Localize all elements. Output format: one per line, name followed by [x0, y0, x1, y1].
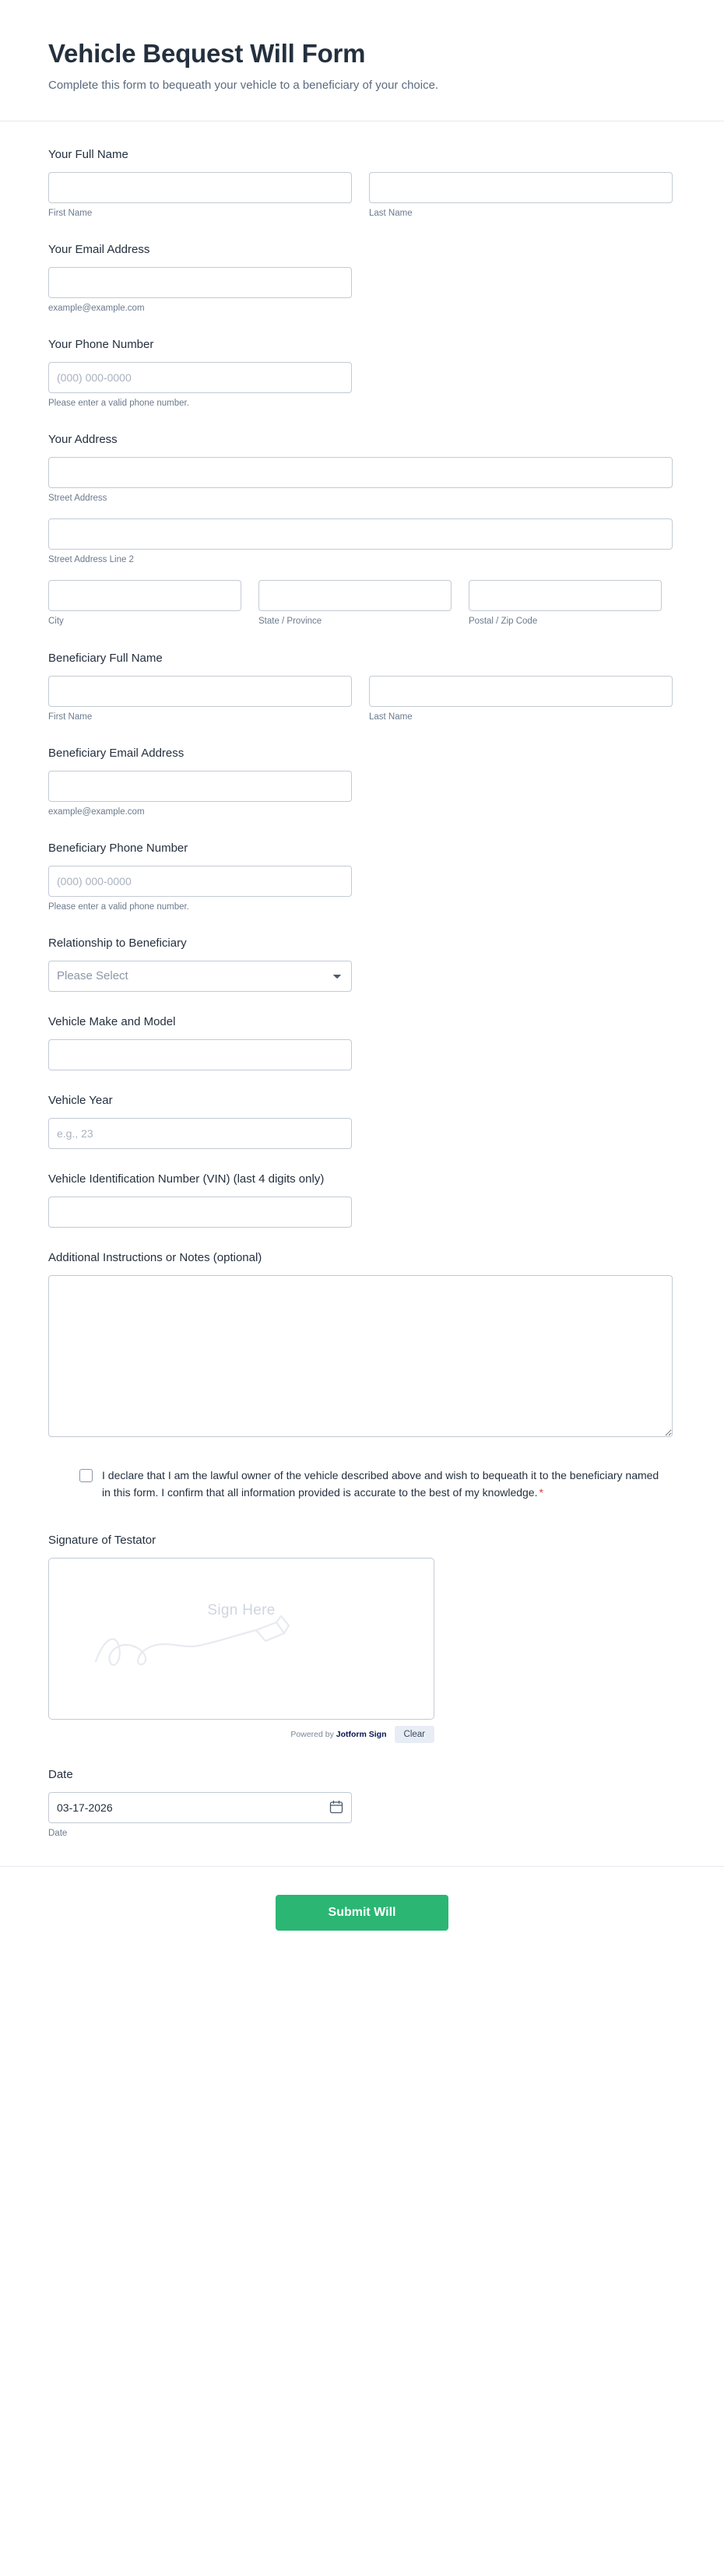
declaration-text: I declare that I am the lawful owner of the vehicle described above and wish to bequeath it to the beneficiary named in this form. I confirm that all information provided is accurate to the best of my knowledge. — [102, 1468, 659, 1499]
field-your-address — [48, 431, 676, 627]
date-sublabel: Date — [48, 1829, 68, 1839]
additional-notes-textarea[interactable] — [48, 1275, 673, 1437]
signature-pad[interactable] — [48, 1558, 434, 1720]
city-input[interactable] — [48, 580, 241, 611]
state-province-sublabel: State / Province — [258, 617, 322, 627]
relationship-group — [48, 961, 352, 992]
beneficiary-first-name-input[interactable] — [48, 676, 352, 707]
city-sublabel: City — [48, 617, 64, 627]
postal-group — [469, 580, 662, 627]
vehicle-year-input[interactable] — [48, 1118, 352, 1149]
address-city-row — [48, 580, 676, 627]
beneficiary-last-name-input[interactable] — [369, 676, 673, 707]
label-beneficiary-phone: Beneficiary Phone Number — [48, 841, 188, 855]
powered-by-label — [290, 1730, 386, 1739]
signature-clear-button[interactable]: Clear — [395, 1726, 434, 1743]
date-group — [48, 1792, 352, 1840]
street-address-input[interactable] — [48, 457, 673, 488]
state-group — [258, 580, 452, 627]
first-name-input[interactable] — [48, 172, 352, 203]
label-additional-notes: Additional Instructions or Notes (optional) — [48, 1250, 262, 1264]
label-your-full-name: Your Full Name — [48, 148, 128, 161]
field-beneficiary-email — [48, 745, 676, 818]
beneficiary-phone-input[interactable] — [48, 866, 352, 897]
label-vehicle-make-model: Vehicle Make and Model — [48, 1014, 176, 1028]
postal-code-sublabel: Postal / Zip Code — [469, 617, 538, 627]
signature-hint: Sign Here — [207, 1602, 276, 1619]
field-relationship — [48, 935, 676, 992]
field-beneficiary-phone — [48, 840, 676, 913]
field-your-phone — [48, 336, 676, 409]
field-signature — [48, 1532, 676, 1743]
beneficiary-last-name-sublabel: Last Name — [369, 712, 413, 722]
city-group — [48, 580, 241, 627]
date-input[interactable] — [48, 1792, 352, 1823]
vin-input[interactable] — [48, 1197, 352, 1228]
field-beneficiary-full-name — [48, 650, 676, 723]
label-beneficiary-email: Beneficiary Email Address — [48, 746, 185, 760]
beneficiary-phone-group — [48, 866, 352, 913]
required-marker: * — [539, 1485, 543, 1499]
label-signature: Signature of Testator — [48, 1534, 156, 1548]
submit-button[interactable]: Submit Will — [276, 1895, 448, 1931]
vehicle-make-model-input[interactable] — [48, 1039, 352, 1070]
last-name-sublabel: Last Name — [369, 209, 413, 218]
label-beneficiary-full-name: Beneficiary Full Name — [48, 651, 163, 665]
email-sublabel: example@example.com — [48, 304, 145, 314]
field-additional-notes — [48, 1249, 676, 1441]
powered-prefix: Powered by — [290, 1730, 336, 1740]
page-subtitle: Complete this form to bequeath your vehicle to a beneficiary of your choice. — [48, 79, 439, 93]
relationship-select[interactable] — [48, 961, 352, 992]
label-vin: Vehicle Identification Number (VIN) (last 4 digits only) — [48, 1172, 325, 1186]
field-date — [48, 1766, 676, 1840]
form-header — [0, 0, 724, 121]
last-name-group — [369, 172, 673, 220]
name-row — [48, 172, 676, 220]
powered-brand: Jotform Sign — [336, 1730, 387, 1740]
label-your-address: Your Address — [48, 433, 118, 447]
field-your-full-name — [48, 146, 676, 220]
beneficiary-email-sublabel: example@example.com — [48, 807, 145, 817]
street-address-line2-input[interactable] — [48, 518, 673, 550]
label-vehicle-year: Vehicle Year — [48, 1093, 113, 1107]
field-your-email — [48, 241, 676, 315]
label-your-phone: Your Phone Number — [48, 338, 154, 352]
vehicle-year-group — [48, 1118, 352, 1149]
email-input[interactable] — [48, 267, 352, 298]
field-vin — [48, 1171, 676, 1228]
beneficiary-email-group — [48, 771, 352, 818]
beneficiary-first-name-sublabel: First Name — [48, 712, 93, 722]
field-vehicle-year — [48, 1092, 676, 1149]
last-name-input[interactable] — [369, 172, 673, 203]
beneficiary-name-row — [48, 676, 676, 723]
label-relationship: Relationship to Beneficiary — [48, 936, 187, 950]
vin-group — [48, 1197, 352, 1228]
signature-flourish-icon — [90, 1613, 331, 1683]
first-name-group — [48, 172, 352, 220]
beneficiary-phone-sublabel: Please enter a valid phone number. — [48, 901, 189, 912]
declaration-text-wrap — [102, 1467, 662, 1501]
phone-group — [48, 362, 352, 409]
phone-sublabel: Please enter a valid phone number. — [48, 399, 189, 409]
street-address-line2-sublabel: Street Address Line 2 — [48, 555, 134, 565]
form-footer — [0, 1866, 724, 1968]
label-date: Date — [48, 1768, 73, 1782]
postal-code-input[interactable] — [469, 580, 662, 611]
street-group — [48, 457, 673, 504]
state-province-input[interactable] — [258, 580, 452, 611]
label-your-email: Your Email Address — [48, 243, 150, 257]
declaration-row[interactable] — [48, 1467, 676, 1501]
first-name-sublabel: First Name — [48, 209, 93, 218]
email-group — [48, 267, 352, 315]
declaration-checkbox[interactable] — [79, 1469, 93, 1482]
additional-notes-group — [48, 1275, 673, 1441]
field-vehicle-make-model — [48, 1014, 676, 1070]
beneficiary-first-name-group — [48, 676, 352, 723]
beneficiary-last-name-group — [369, 676, 673, 723]
phone-input[interactable] — [48, 362, 352, 393]
beneficiary-email-input[interactable] — [48, 771, 352, 802]
vehicle-make-model-group — [48, 1039, 352, 1070]
signature-footer — [48, 1726, 434, 1743]
page-title: Vehicle Bequest Will Form — [48, 39, 366, 68]
street2-group — [48, 518, 673, 566]
street-address-sublabel: Street Address — [48, 494, 107, 504]
form-body — [0, 121, 724, 1840]
